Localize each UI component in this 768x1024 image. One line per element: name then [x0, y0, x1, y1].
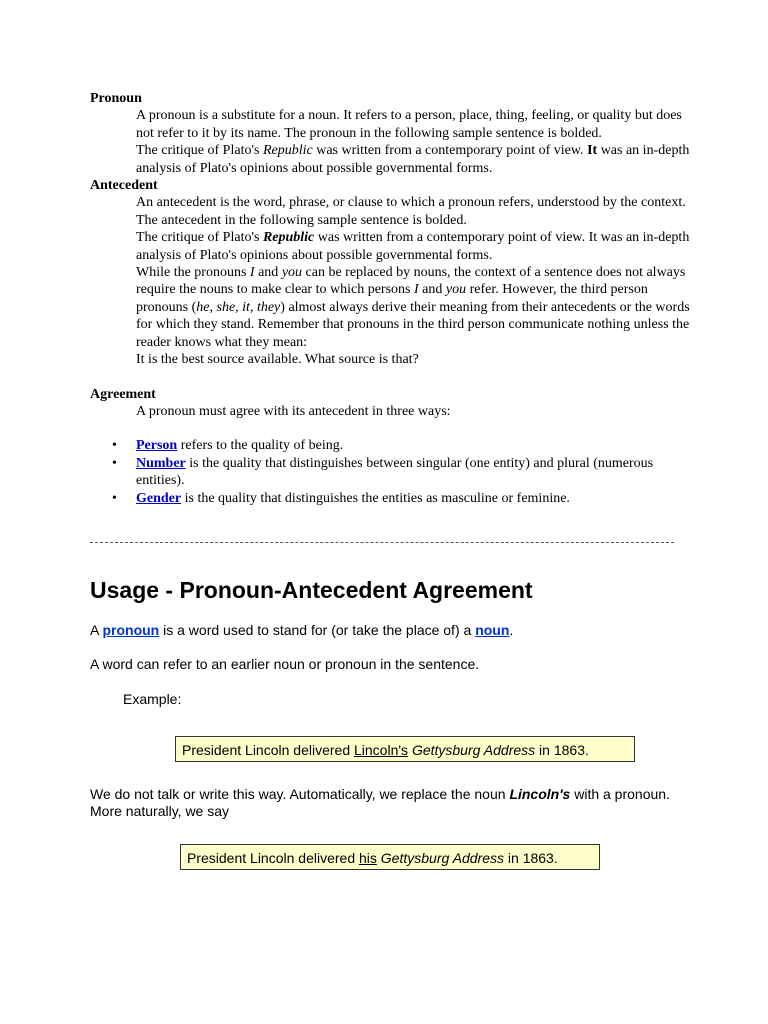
para-text: can be replaced by nouns, the context of a sentence does not always require the nouns to make clear to which persons — [136, 265, 686, 298]
pronoun-body — [90, 107, 690, 177]
bolded-pronoun: It — [587, 143, 598, 159]
person-link[interactable]: Person — [136, 438, 178, 454]
usage-text: We do not talk or write this way. Automatically, we replace the noun — [90, 786, 510, 802]
bullet-icon: • — [112, 438, 117, 454]
example-box-lincolns — [175, 736, 635, 762]
agreement-list — [90, 437, 690, 507]
antecedent-example — [136, 229, 690, 264]
usage-text: A — [90, 622, 103, 638]
antecedent-last-example: It is the best source available. What source is that? — [136, 352, 419, 368]
para-text: refer. However, the third person pronouns ( — [136, 282, 648, 315]
example-box-his — [180, 844, 600, 870]
refer-earlier-line: A word can refer to an earlier noun or pronoun in the sentence. — [90, 656, 480, 672]
pronoun-example-text: was an in-depth analysis of Plato's opinions about possible governmental forms. — [136, 143, 690, 176]
italic-pronoun: he — [196, 299, 210, 315]
usage-text: with a pronoun. More naturally, we say — [90, 786, 670, 819]
noun-link[interactable]: noun — [475, 622, 510, 638]
para-text: , — [249, 299, 257, 315]
list-item — [90, 455, 690, 490]
agreement-body — [90, 403, 690, 420]
italic-pronoun: she — [216, 299, 236, 315]
list-item — [90, 490, 690, 507]
gettysburg-title: Gettysburg Address — [380, 850, 505, 866]
italic-pronoun: I — [249, 265, 255, 281]
agreement-intro: A pronoun must agree with its antecedent in three ways: — [136, 403, 451, 419]
box-text: in 1863. — [535, 742, 589, 758]
antecedent-definition: An antecedent is the word, phrase, or clause to which a pronoun refers, understood by the context. The antecedent in the following sample sentence is bolded. — [136, 195, 686, 228]
bullet-icon: • — [112, 490, 117, 506]
agreement-heading: Agreement — [90, 386, 156, 402]
para-text: While the pronouns — [136, 265, 250, 281]
usage-text: . — [509, 622, 514, 638]
box-text: President Lincoln delivered — [182, 742, 354, 758]
pronoun-link[interactable]: pronoun — [102, 622, 160, 638]
example-label: Example: — [123, 691, 182, 707]
replace-noun-paragraph — [90, 786, 680, 820]
list-item-text: refers to the quality of being. — [177, 438, 344, 454]
italic-pronoun: it — [242, 299, 250, 315]
number-link[interactable]: Number — [136, 455, 186, 471]
list-item-text: is the quality that distinguishes the entities as masculine or feminine. — [181, 490, 570, 506]
usage-section — [90, 575, 690, 866]
usage-title: Usage - Pronoun-Antecedent Agreement — [90, 577, 533, 603]
para-text: and — [418, 282, 446, 298]
para-text: , — [235, 299, 243, 315]
republic-title: Republic — [262, 143, 313, 159]
third-person-paragraph — [136, 264, 690, 351]
italic-pronoun: you — [281, 265, 303, 281]
gender-link[interactable]: Gender — [136, 490, 182, 506]
usage-text: is a word used to stand for (or take the place of) a — [159, 622, 476, 638]
gettysburg-title: Gettysburg Address — [411, 742, 536, 758]
antecedent-body — [90, 194, 690, 368]
pronoun-definition-line — [90, 622, 513, 639]
box-text: President Lincoln delivered — [187, 850, 359, 866]
underlined-noun: Lincoln's — [354, 742, 409, 758]
antecedent-heading: Antecedent — [90, 178, 158, 194]
list-item-text: is the quality that distinguishes between singular (one entity) and plural (numerous entities). — [136, 455, 654, 489]
underlined-pronoun: his — [359, 850, 377, 866]
dashed-divider — [90, 542, 674, 543]
pronoun-heading: Pronoun — [90, 91, 142, 106]
para-text: and — [254, 265, 282, 281]
bullet-icon: • — [112, 455, 117, 471]
box-text: in 1863. — [504, 850, 558, 866]
pronoun-example-text: The critique of Plato's — [136, 143, 263, 159]
bolded-antecedent: Republic — [262, 230, 315, 246]
para-text: ) almost always derive their meaning from their antecedents or the words for which they stand. Remember that pronouns in the third person communicate nothing unless the reader knows what they mean: — [136, 299, 690, 350]
pronoun-example-text: was written from a contemporary point of view. — [312, 143, 588, 159]
antecedent-example-text: was written from a contemporary point of view. It was an in-depth analysis of Plato's opinions about possible governmental forms. — [136, 230, 690, 263]
pronoun-example — [136, 142, 690, 177]
document-top-section — [90, 90, 690, 507]
italic-pronoun: they — [256, 299, 281, 315]
italic-pronoun: I — [413, 282, 419, 298]
italic-pronoun: you — [445, 282, 467, 298]
antecedent-example-text: The critique of Plato's — [136, 230, 263, 246]
list-item — [90, 437, 690, 454]
pronoun-definition: A pronoun is a substitute for a noun. It refers to a person, place, thing, feeling, or quality but does not refer to it by its name. The pronoun in the following sample sentence is bolded. — [136, 108, 682, 141]
bold-lincolns: Lincoln's — [509, 786, 571, 802]
para-text: , — [209, 299, 217, 315]
